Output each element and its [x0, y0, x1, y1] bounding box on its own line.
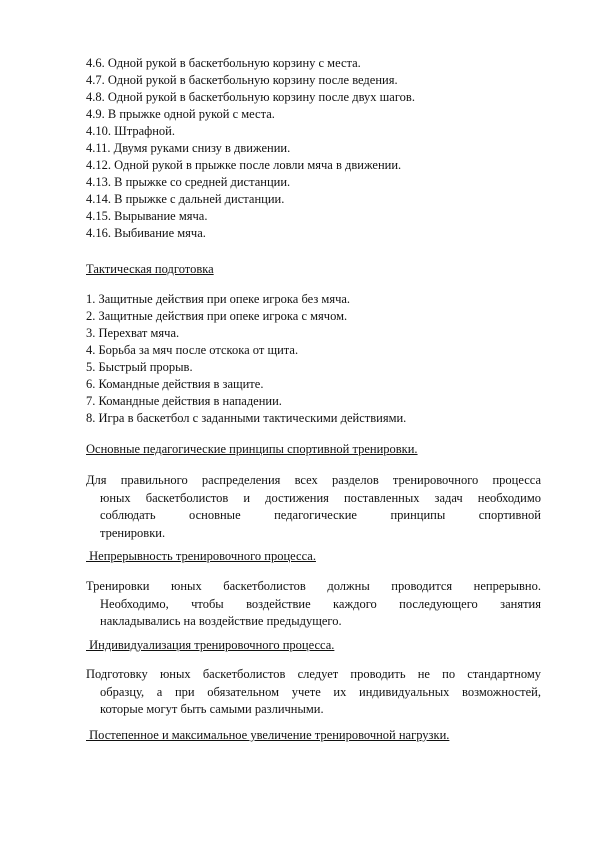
paragraph-line: образцу, а при обязательном учете их индивидуальных возможностей,: [100, 684, 541, 699]
tactical-item: 3. Перехват мяча.: [86, 326, 180, 340]
technique-item: 4.7. Одной рукой в баскетбольную корзину после ведения.: [86, 73, 398, 87]
continuity-heading: Непрерывность тренировочного процесса.: [86, 549, 316, 563]
tactical-item: 2. Защитные действия при опеке игрока с мячом.: [86, 309, 348, 323]
tactical-item: 1. Защитные действия при опеке игрока без мяча.: [86, 292, 351, 306]
paragraph-line: тренировки.: [100, 525, 166, 540]
technique-item: 4.12. Одной рукой в прыжке после ловли мяча в движении.: [86, 158, 402, 172]
technique-item: 4.16. Выбивание мяча.: [86, 226, 206, 240]
principles-heading: Основные педагогические принципы спортивной тренировки.: [86, 442, 418, 456]
individualization-paragraph: [86, 666, 541, 719]
paragraph-line: Подготовку юных баскетболистов следует проводить не по стандартному: [86, 667, 541, 681]
paragraph-line: соблюдать основные педагогические принципы спортивной: [100, 508, 541, 522]
technique-item: 4.8. Одной рукой в баскетбольную корзину после двух шагов.: [86, 90, 415, 104]
technique-item: 4.13. В прыжке со средней дистанции.: [86, 175, 291, 189]
technique-item: 4.14. В прыжке с дальней дистанции.: [86, 192, 285, 206]
tactical-item: 6. Командные действия в защите.: [86, 377, 264, 391]
tactical-heading: Тактическая подготовка: [86, 262, 214, 276]
technique-item: 4.15. Вырывание мяча.: [86, 209, 208, 223]
paragraph-line: которые могут быть самыми различными.: [100, 702, 324, 716]
tactical-item: 8. Игра в баскетбол с заданными тактическими действиями.: [86, 411, 407, 425]
tactical-item: 7. Командные действия в нападении.: [86, 394, 282, 408]
technique-item: 4.11. Двумя руками снизу в движении.: [86, 141, 291, 155]
individualization-heading: Индивидуализация тренировочного процесса.: [86, 638, 335, 652]
gradual-load-heading: Постепенное и максимальное увеличение тренировочной нагрузки.: [86, 728, 450, 742]
principles-intro-paragraph: [86, 472, 541, 542]
paragraph-line: Необходимо, чтобы воздействие каждого последующего занятия: [100, 596, 541, 611]
paragraph-line: Для правильного распределения всех разделов тренировочного процесса: [86, 473, 541, 487]
technique-item: 4.9. В прыжке одной рукой с места.: [86, 107, 275, 121]
paragraph-line: Тренировки юных баскетболистов должны проводится непрерывно.: [86, 579, 541, 593]
continuity-paragraph: [86, 578, 541, 631]
tactical-item: 4. Борьба за мяч после отскока от щита.: [86, 343, 299, 357]
technique-item: 4.6. Одной рукой в баскетбольную корзину с места.: [86, 56, 361, 70]
technique-item: 4.10. Штрафной.: [86, 124, 176, 138]
tactical-item: 5. Быстрый прорыв.: [86, 360, 193, 374]
paragraph-line: юных баскетболистов и достижения поставленных задач необходимо: [100, 490, 541, 505]
paragraph-line: накладывались на воздействие предыдущего.: [100, 614, 342, 628]
